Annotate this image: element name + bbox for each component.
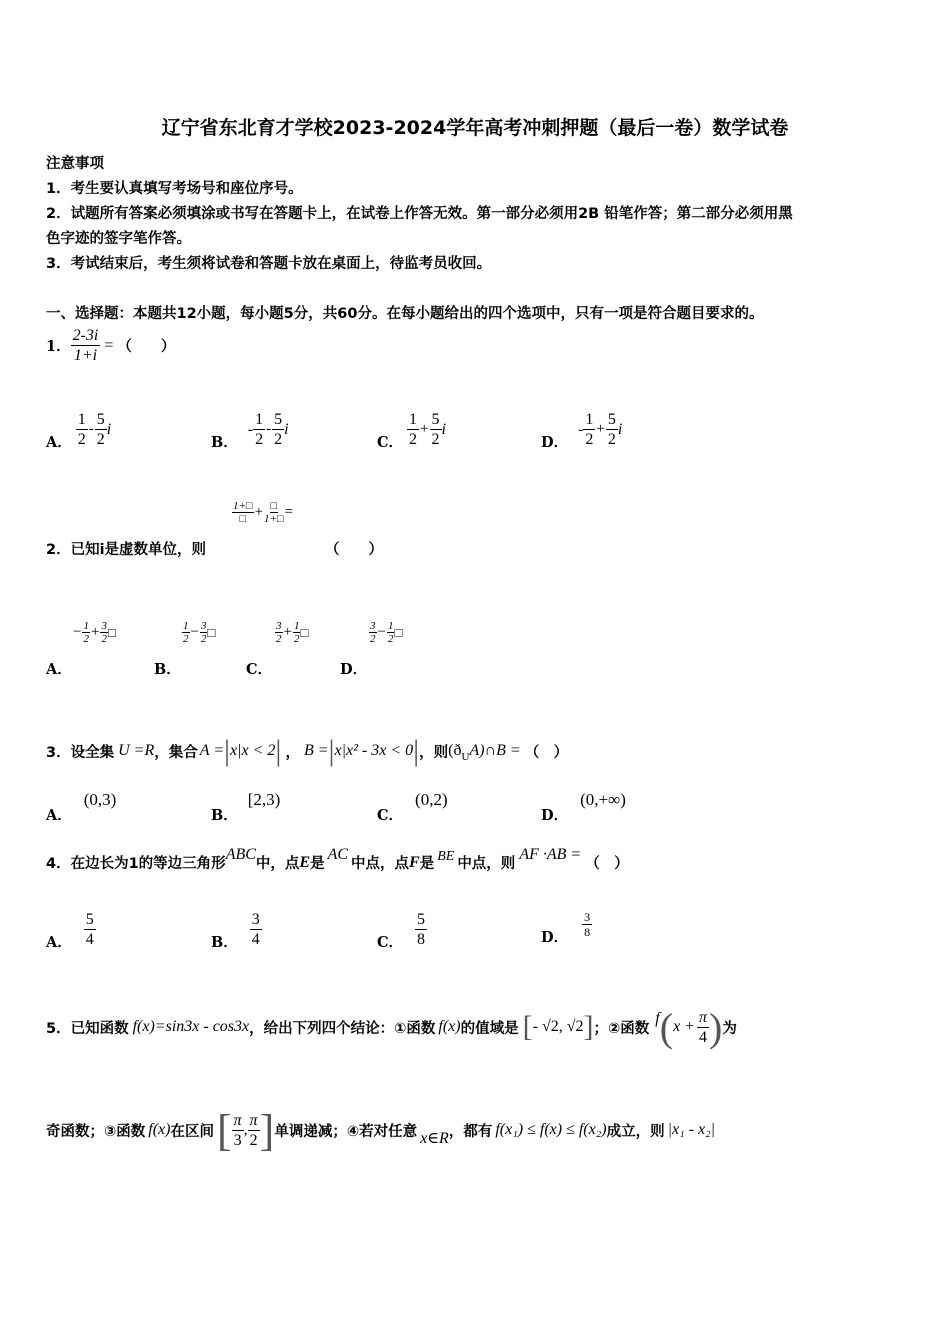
q3-option-c[interactable] [377,790,448,824]
q4-opt-den: 4 [85,931,94,948]
q2-opt-b-den: 2 [101,633,107,645]
q4-opt-num: 5 [417,911,426,928]
q4-option-frac [250,910,262,949]
q5-interval-b-num: π [249,1111,258,1129]
q4-point-f: F [409,853,420,871]
q2-f1-num: 1+□ [233,500,253,512]
q4-text-4: 中点，点 [351,856,410,872]
q5-interval-comma: , [243,1121,248,1138]
q2-opt-b-num: 1 [293,620,300,632]
q5-text-2: ，给出下列四个结论：①函数 [249,1020,436,1037]
q3-intersection: A)∩B = [469,742,521,759]
q3-brace-right-b: | [413,734,420,767]
q5-function-ref-2: f [655,1010,660,1027]
q5-function-ref-3: f(x) [148,1121,171,1138]
q1-opt-a-num: 1 [77,411,86,428]
q1-option-unit: i [284,420,289,438]
q2-option-unit: □ [207,624,216,640]
q5-interval-b-den: 2 [249,1131,258,1149]
q1-option-frac-a [407,410,419,449]
q5-interval-right: ] [259,1105,275,1155]
q1-denominator: 1+i [73,347,98,364]
q1-option-label: A． [46,434,72,451]
q1-fraction [71,326,101,365]
q2-opt-a-den: 2 [83,633,89,645]
q5-inequality: f(x₁) ≤ f(x) ≤ f(x₂) [495,1121,607,1138]
q3-set-a-body: x|x < 2 [230,742,276,759]
q2-option-op: + [90,624,100,640]
q1-opt-b-num: 5 [96,411,105,428]
q4-text-6: 中点，则 [457,856,516,872]
q4-opt-num: 5 [85,911,94,928]
q3-option-a[interactable] [46,790,117,824]
q4-option-label: D． [541,929,569,946]
q5-x-in-r: x∈R [420,1130,449,1147]
q1-opt-b-num: 5 [607,411,616,428]
q4-option-d[interactable] [541,910,592,946]
q1-option-b[interactable] [211,410,289,449]
q3-text-2: ，集合 [154,744,198,761]
q1-option-frac-b [606,410,618,449]
q5-text-10: 成立，则 [606,1123,665,1140]
q4-text-3: 是 [310,856,325,872]
q2-option-frac-b [387,620,395,645]
q2-option-unit: □ [300,624,309,640]
notice-item-1: 1．考生要认真填写考场号和座位序号。 [46,181,303,197]
q2-f2-den: 1+□ [264,513,284,525]
q1-number: 1． [46,338,71,355]
q2-option-sign: − [73,624,82,640]
q1-option-frac-a [583,410,595,449]
q2-opt-a-num: 3 [276,620,282,632]
q3-brace-left-b: | [328,734,335,767]
q5-paren-left: ( [659,1004,674,1050]
q2-option-op: − [377,624,386,640]
q2-option-op: + [283,624,292,640]
q1-opt-a-num: 1 [409,411,418,428]
q2-opt-b-num: 1 [387,620,394,632]
q2-option-op: − [190,624,199,640]
q3-option-value: (0,2) [415,790,448,809]
q2-option-d-expr[interactable] [367,620,402,645]
q2-opt-a-den: 2 [183,633,189,645]
notice-item-2: 2．试题所有答案必须填涂或书写在答题卡上，在试卷上作答无效。第一部分必须用2B 铅笔作答；第二部分必须用黑 [46,206,793,222]
q1-opt-b-den: 2 [431,431,440,448]
q2-opt-a-num: 3 [370,620,376,632]
q2-option-d-label[interactable]: D． [340,661,368,678]
q1-opt-a-den: 2 [255,431,264,448]
q4-opt-num: 3 [251,911,260,928]
q2-opt-b-den: 2 [387,633,394,645]
q1-option-op: + [596,421,605,437]
q1-opt-a-num: 1 [255,411,264,428]
q2-plus: + [254,504,264,520]
q2-option-b-expr[interactable] [180,620,215,645]
q2-option-a-label[interactable]: A． [46,661,72,678]
q4-text-5: 是 [419,856,435,872]
q1-option-op: + [420,421,429,437]
q4-opt-den: 8 [584,925,591,939]
q5-interval-a-den: 3 [233,1131,242,1149]
q2-opt-a-num: 1 [183,620,189,632]
q4-triangle: ABC [225,845,256,863]
q4-opt-den: 8 [417,931,426,948]
q4-option-frac [415,910,427,949]
q1-opt-b-num: 5 [274,411,283,428]
q4-segment-be: BE [437,848,455,864]
q2-frac-1 [232,500,254,525]
q3-brace-left-a: | [224,734,231,767]
q2-paren: （ ） [325,542,383,558]
q5-text-4: ；②函数 [593,1020,650,1037]
q2-frac-2 [264,500,284,525]
q3-complement: (ð [448,742,462,759]
q3-text-3: ，则 [419,744,449,761]
q5-abs-diff: |x₁ - x₂| [667,1121,716,1138]
q2-option-a-expr[interactable] [72,620,116,645]
q3-option-d[interactable] [541,790,626,824]
q3-option-label: C． [377,807,404,824]
q3-set-b-body: x|x² - 3x < 0 [334,742,414,759]
q3-comma: ， [285,744,300,761]
q4-paren: （ ） [585,856,629,872]
q1-option-unit: i [106,420,112,438]
q5-text-3: 的值域是 [460,1020,519,1037]
q1-option-frac-b [272,410,284,449]
question-4 [46,845,629,873]
q1-opt-a-den: 2 [585,431,594,448]
q3-option-label: A． [46,807,72,824]
q1-opt-a-den: 2 [409,431,418,448]
q5-text-6: 奇函数；③函数 [46,1123,146,1140]
notice-heading: 注意事项 [46,156,104,172]
notice-item-2-cont: 色字迹的签字笔作答。 [46,231,191,247]
q2-option-frac-b [200,620,208,645]
q4-text-1: 4．在边长为1的等边三角形 [46,856,226,872]
q1-equals: = [104,336,114,354]
q5-text-9: ，都有 [448,1123,493,1140]
q3-option-value: (0,+∞) [580,790,626,809]
q2-opt-b-den: 2 [200,633,207,645]
q1-opt-a-num: 1 [585,411,594,428]
q2-f2-num: □ [270,500,278,512]
q1-option-op: - [88,421,94,437]
question-5-line-1 [46,1004,737,1050]
q3-complement-sub: U [461,751,470,763]
q2-expression [232,500,294,525]
q3-set-a-label: A = [199,742,224,759]
q1-option-frac-a [253,410,265,449]
q1-option-label: C． [377,434,404,451]
q2-opt-a-den: 2 [276,633,282,645]
exam-title: 辽宁省东北育才学校2023-2024学年高考冲刺押题（最后一卷）数学试卷 [161,117,789,139]
q5-text-5: 为 [722,1020,737,1037]
q5-interval-a-num: π [233,1111,242,1129]
q3-text-1: 3．设全集 [46,744,115,761]
q1-option-frac-b [430,410,442,449]
q2-opt-b-num: 3 [101,620,107,632]
q1-numerator: 2-3i [72,327,99,344]
q4-point-e: E [299,853,311,871]
q3-universe: U =R [118,742,155,759]
q5-function-ref-1: f(x) [438,1018,461,1035]
question-5-line-2 [46,1105,715,1155]
q1-option-sign: - [247,420,254,438]
q5-text-1: 5．已知函数 [46,1020,129,1037]
q1-option-sign: - [578,420,584,438]
q4-dot-product: AF ·AB = [519,845,582,863]
q2-option-frac-a [275,620,283,645]
q5-four: 4 [698,1028,707,1046]
q1-opt-b-num: 5 [431,411,440,428]
question-3 [46,734,568,768]
q1-option-d[interactable] [541,410,622,449]
q4-option-b[interactable] [211,910,262,949]
q5-pi: π [698,1008,707,1026]
q5-function: f(x)=sin3x - cos3x [132,1018,250,1035]
q2-option-unit: □ [107,624,116,640]
q3-set-b-label: B = [303,742,329,759]
q1-option-a[interactable] [46,410,111,449]
q3-option-label: D． [541,807,569,824]
q3-option-label: B． [211,807,238,824]
q5-pi-over-4 [697,1008,709,1047]
q1-option-frac-a [76,410,88,449]
q4-option-label: B． [211,934,238,951]
q2-opt-a-den: 2 [370,633,376,645]
q5-paren-right: ) [708,1004,723,1050]
q1-option-frac-b [95,410,107,449]
q4-segment-ac: AC [327,845,349,863]
q4-option-label: A． [46,934,72,951]
q2-option-b-label[interactable]: B． [154,661,181,678]
q5-interval-b [248,1111,260,1150]
q3-option-value: (0,3) [83,790,117,809]
q2-option-frac-a [369,620,377,645]
q5-text-8: 单调递减；④若对任意 [274,1123,418,1140]
q1-opt-a-den: 2 [77,431,86,448]
q2-option-frac-b [100,620,108,645]
q4-option-label: C． [377,934,404,951]
q3-option-value: [2,3) [247,790,281,809]
q1-option-op: - [266,421,272,437]
q1-opt-b-den: 2 [274,431,283,448]
q5-range: - √2, √2 [532,1018,584,1035]
q2-text: 2．已知i是虚数单位，则 [46,542,207,558]
q4-option-frac [582,910,592,939]
q2-option-c-expr[interactable] [273,620,308,645]
q2-option-c-label[interactable]: C． [246,661,273,678]
q2-opt-a-num: 1 [83,620,89,632]
q4-text-2: 中，点 [255,856,300,872]
q3-brace-right-a: | [275,734,282,767]
q5-bracket-right: ] [583,1010,594,1043]
q5-text-7: 在区间 [170,1123,214,1140]
q1-option-unit: i [617,420,623,438]
q4-option-frac [84,910,96,949]
q1-option-label: D． [541,434,569,451]
q1-option-unit: i [441,420,446,438]
q1-opt-b-den: 2 [607,431,616,448]
q5-interval-a [232,1111,244,1150]
q2-option-unit: □ [394,624,403,640]
q1-opt-b-den: 2 [96,431,105,448]
q4-option-c[interactable] [377,910,427,949]
q4-option-a[interactable] [46,910,96,949]
q5-bracket-left: [ [522,1010,533,1043]
q2-option-frac-a [82,620,90,645]
q2-option-frac-a [182,620,190,645]
notice-item-3: 3．考试结束后，考生须将试卷和答题卡放在桌面上，待监考员收回。 [46,256,492,272]
q1-option-c[interactable] [377,410,446,449]
q2-opt-b-num: 3 [200,620,207,632]
section-heading: 一、选择题：本题共12小题，每小题5分，共60分。在每小题给出的四个选项中，只有一项是符合题目要求的。 [46,306,764,322]
q1-option-label: B． [211,434,238,451]
q5-arg: x + [673,1018,695,1035]
q2-option-frac-b [293,620,301,645]
q5-interval-left: [ [216,1105,232,1155]
q1-paren: （ ） [117,339,176,355]
question-1 [46,326,175,365]
q3-paren: （ ） [524,744,569,761]
q3-option-b[interactable] [211,790,281,824]
q2-f1-den: □ [239,513,247,525]
q4-opt-num: 3 [584,910,591,924]
q2-opt-b-den: 2 [293,633,300,645]
q4-opt-den: 4 [251,931,260,948]
q2-equals: = [284,504,294,520]
